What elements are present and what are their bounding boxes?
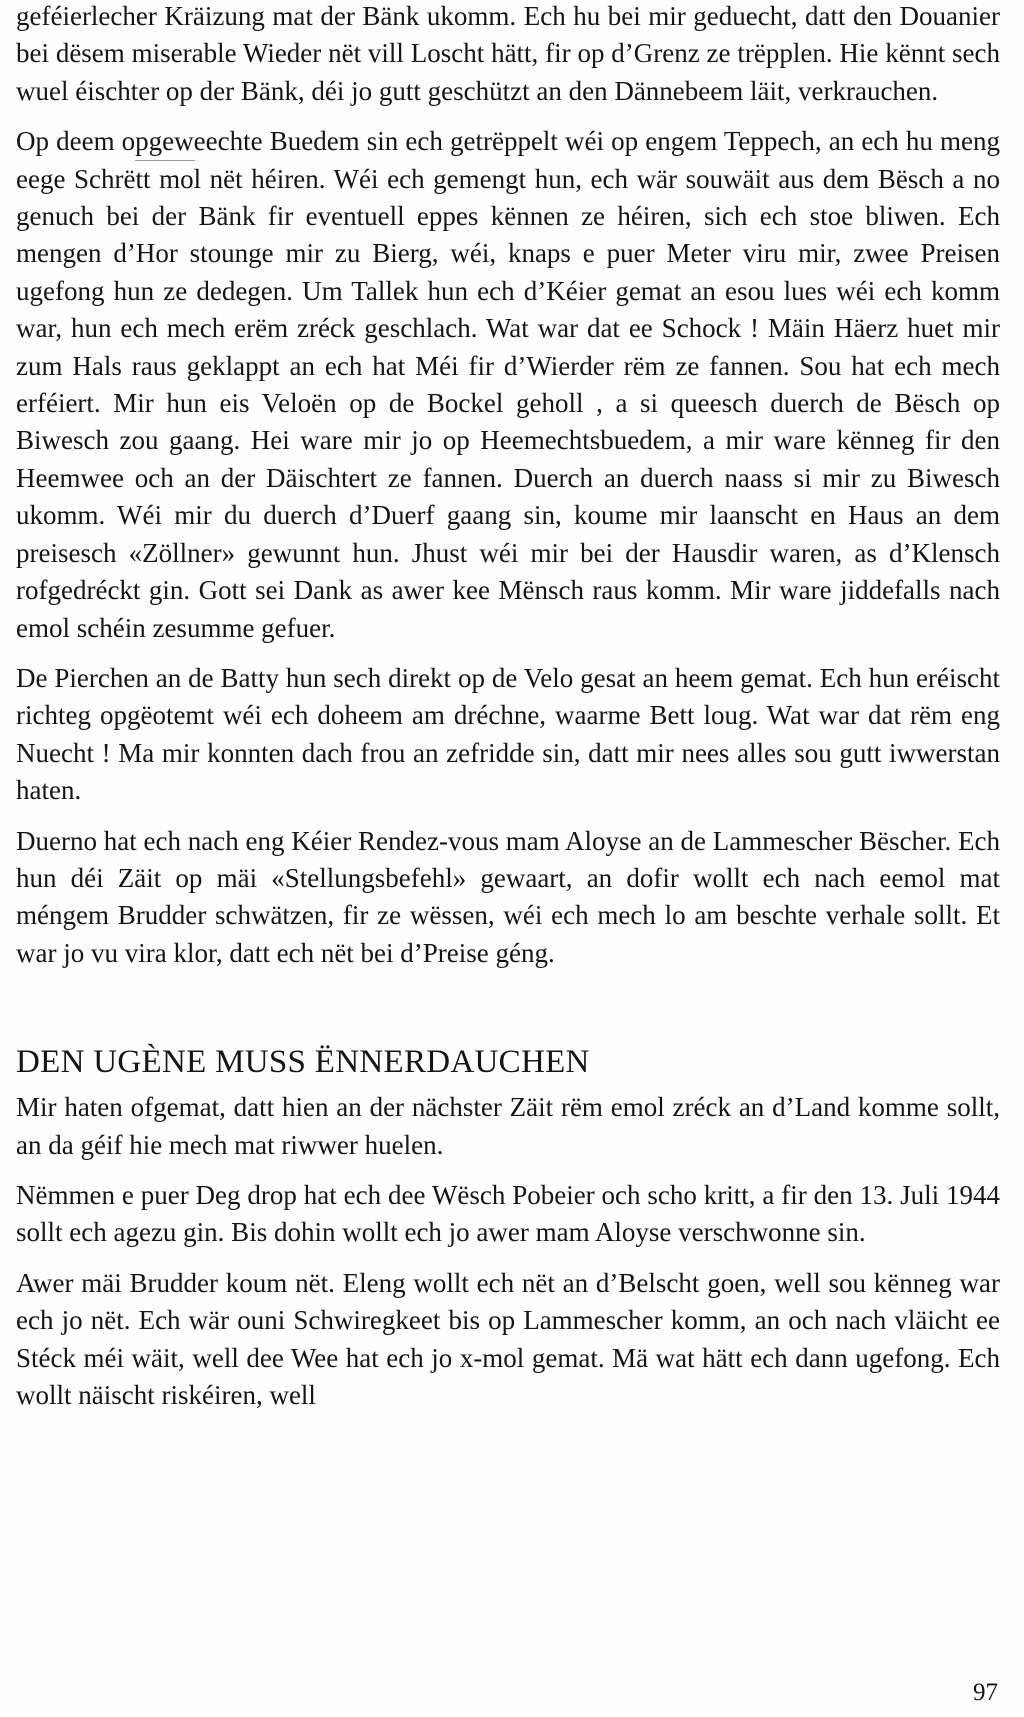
paragraph-3: De Pierchen an de Batty hun sech direkt op de Velo gesat an heem gemat. Ech hun eréischt richteg opgëotemt wéi ech doheem am dréchne, waarme Bett loug. Wat war dat rëm eng Nuecht ! Ma mir konnten dach frou an zefridde sin, datt mir nees alles sou gutt iwwerstan haten. [16,662,1000,806]
section-spacer [16,985,1000,1041]
paragraph-5: Mir haten ofgemat, datt hien an der nächster Zäit rëm emol zréck an d’Land komme sollt, an da géif hie mech mat riwwer huelen. [16,1092,1000,1160]
paragraph-2: Op deem opgeweechte Buedem sin ech getrëppelt wéi op engem Teppech, an ech hu meng eege Schrëtt mol nët héiren. Wéi ech gemengt hun, ech wär souwäit aus dem Bësch a no genuch bei der Bänk fir eventuell eppes kënnen ze héiren, sich ech stoe bliwen. Ech mengen d’Hor stounge mir zu Bierg, wéi, knaps e puer Meter viru mir, zwee Preisen ugefong hun ze dedegen. Um Tallek hun ech d’Kéier gemat an esou lues wéi ech komm war, hun ech mech erëm zréck geschlach. Wat war dat ee Schock ! Mäin Häerz huet mir zum Hals raus geklappt an ech hat Méi fir d’Wierder rëm ze fannen. Sou hat ech mech erféiert. Mir hun eis Veloën op de Bockel geholl , a si queesch duerch de Bësch op Biwesch zou gaang. Hei ware mir jo op Heemechtsbuedem, a mir ware kënneg fir den Heemwee och an der Däischtert ze fannen. Duerch an duerch naass si mir zu Biwesch ukomm. Wéi mir du duerch d’Duerf gaang sin, koume mir laanscht en Haus an dem preisesch «Zöllner» gewunnt hun. Jhust wéi mir bei der Hausdir waren, as d’Klensch rofgedréckt gin. Gott sei Dank as awer kee Mënsch raus komm. Mir ware jiddefalls nach emol schéin zesumme gefuer. [16,126,1000,643]
paragraph-6: Nëmmen e puer Deg drop hat ech dee Wësch Pobeier och scho kritt, a fir den 13. Juli 1944 sollt ech agezu gin. Bis dohin wollt ech jo awer mam Aloyse verschwonne sin. [16,1179,1000,1248]
section-heading: DEN UGÈNE MUSS ËNNERDAUCHEN [16,1044,590,1081]
paragraph-4: Duerno hat ech nach eng Kéier Rendez-vous mam Aloyse an de Lammescher Bëscher. Ech hun déi Zäit op mäi «Stellungsbefehl» gewaart, an dofir wollt ech nach eemol mat méngem Brudder schwätzen, fir ze wëssen, wéi ech mech lo am beschte verhale sollt. Et war jo vu vira klor, datt ech nët bei d’Preise géng. [16,825,1000,968]
page-body [16,0,1000,1427]
page-number: 97 [973,1679,998,1706]
paragraph-1: geféierlecher Kräizung mat der Bänk ukomm. Ech hu bei mir geduecht, datt den Douanier bei dësem miserable Wieder nët vill Loscht hätt, fir op d’Grenz ze trëpplen. Hie kënnt sech wuel éischter op der Bänk, déi jo gutt geschützt an den Dännebeem läit, verkrauchen. [16,1,1000,106]
paragraph-7: Awer mäi Brudder koum nët. Eleng wollt ech nët an d’Belscht goen, well sou kënneg war ech jo nët. Ech wär ouni Schwiregkeet bis op Lammescher komm, an och nach vläicht ee Stéck méi wäit, well dee Wee hat ech jo x-mol gemat. Mä wat hätt ech dann ugefong. Ech wollt näischt riskéiren, well [16,1267,1000,1410]
